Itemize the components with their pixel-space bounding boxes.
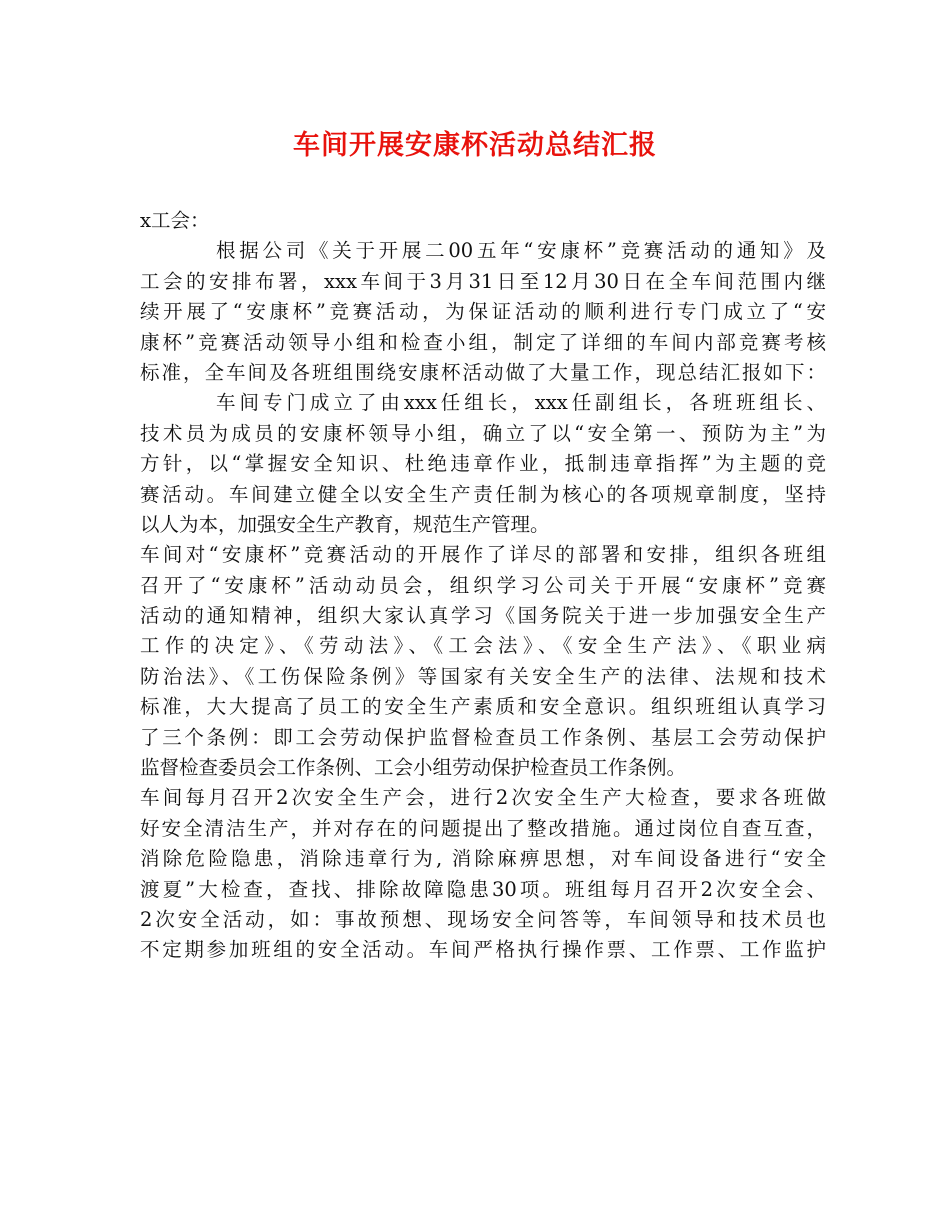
document-body [140, 206, 826, 966]
paragraph-line: 车间每月召开2次安全生产会，进行2次安全生产大检查，要求各班做 [140, 786, 826, 810]
paragraph-line: 了三个条例：即工会劳动保护监督检查员工作条例、基层工会劳动保护 [140, 725, 826, 749]
paragraph-line: 不定期参加班组的安全活动。车间严格执行操作票、工作票、工作监护 [140, 938, 826, 962]
salutation: x工会： [140, 209, 210, 232]
paragraph-line: 工作的决定》、《劳动法》、《工会法》、《安全生产法》、《职业病 [140, 634, 826, 658]
paragraph [140, 540, 826, 783]
paragraph-line: 好安全清洁生产，并对存在的问题提出了整改措施。通过岗位自查互查， [140, 816, 826, 840]
paragraph-line: 赛活动。车间建立健全以安全生产责任制为核心的各项规章制度，坚持 [140, 482, 826, 506]
paragraph-line: 以人为本，加强安全生产教育，规范生产管理。 [140, 512, 550, 536]
paragraph-line: 车间对“安康杯”竞赛活动的开展作了详尽的部署和安排，组织各班组 [140, 543, 826, 567]
paragraph-line: 防治法》、《工伤保险条例》等国家有关安全生产的法律、法规和技术 [140, 664, 826, 688]
paragraph-line: 消除危险隐患，消除违章行为, 消除麻痹思想，对车间设备进行“安全 [140, 847, 826, 871]
paragraph-line: 技术员为成员的安康杯领导小组，确立了以“安全第一、预防为主”为 [140, 421, 826, 445]
paragraph [140, 783, 826, 965]
paragraph-line: 续开展了“安康杯”竞赛活动，为保证活动的顺利进行专门成立了“安 [140, 300, 826, 324]
paragraph-line: 根据公司《关于开展二00五年“安康杯”竞赛活动的通知》及 [216, 239, 826, 263]
paragraph [140, 236, 826, 388]
paragraph-line: 标准，全车间及各班组围绕安康杯活动做了大量工作，现总结汇报如下： [140, 360, 826, 384]
paragraph-line: 车间专门成立了由xxx任组长，xxx任副组长，各班班组长、 [216, 391, 826, 415]
paragraph-line: 方针，以“掌握安全知识、杜绝违章作业，抵制违章指挥”为主题的竞 [140, 452, 826, 476]
document-title: 车间开展安康杯活动总结汇报 [293, 130, 657, 161]
paragraph [140, 388, 826, 540]
paragraph-line: 工会的安排布署，xxx车间于3月31日至12月30日在全车间范围内继 [140, 269, 826, 293]
paragraph-line: 标准，大大提高了员工的安全生产素质和安全意识。组织班组认真学习 [140, 695, 826, 719]
paragraph-line: 2次安全活动，如：事故预想、现场安全问答等，车间领导和技术员也 [140, 907, 826, 931]
paragraph-line: 渡夏”大检查，查找、排除故障隐患30项。班组每月召开2次安全会、 [140, 877, 826, 901]
paragraph-line: 康杯”竞赛活动领导小组和检查小组，制定了详细的车间内部竞赛考核 [140, 330, 826, 354]
paragraph-line: 监督检查委员会工作条例、工会小组劳动保护检查员工作条例。 [140, 756, 687, 780]
paragraph-line: 活动的通知精神，组织大家认真学习《国务院关于进一步加强安全生产 [140, 604, 826, 628]
paragraph-line: 召开了“安康杯”活动动员会，组织学习公司关于开展“安康杯”竞赛 [140, 573, 826, 597]
